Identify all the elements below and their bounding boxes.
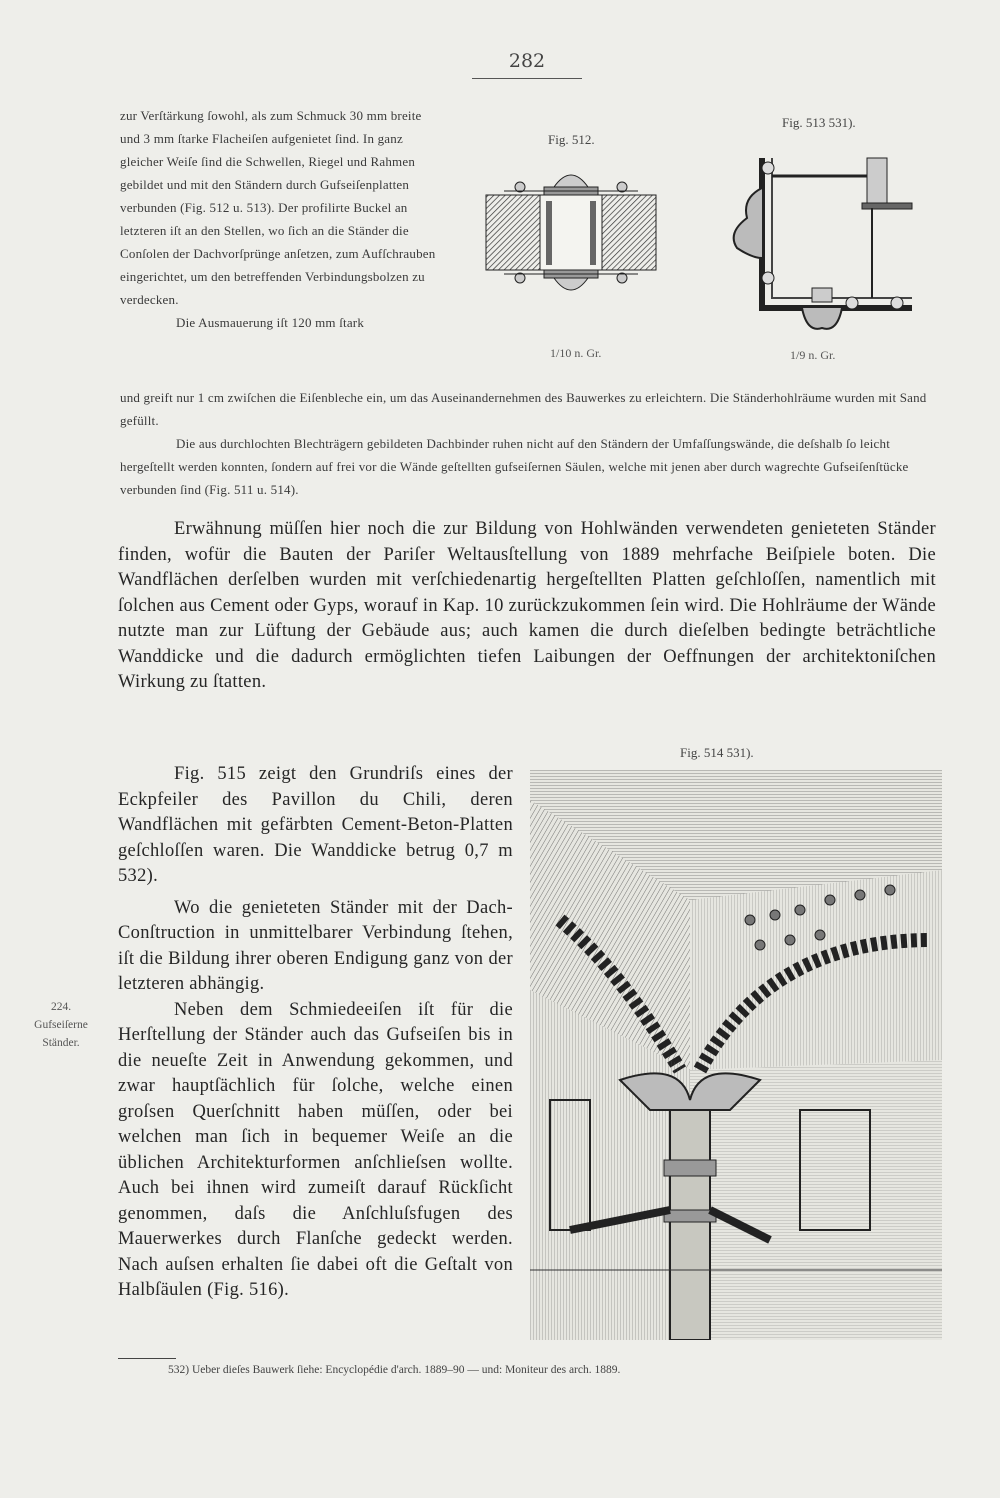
- large-paragraph-4: Neben dem Schmiedeeiſen iſt für die Herſtellung der Ständer auch das Gufseiſen bis in die neueſte Zeit in Anwendung gekommen, und zwar hauptſächlich für ſolche, welche einen groſsen Querſchnitt haben müſſen, oder bei welchen man ſich in bequemer Weiſe an die üblichen Architekturformen anſchlieſsen wollte. Auch bei ihnen wird zumeiſt darauf Rückſicht genommen, daſs die Anſchluſsfugen des Mauerwerkes durch Flanſche gedeckt werden. Nach auſsen erhalten ſie dabei oft die Geſtalt von Halbſäulen (Fig. 516).: [118, 999, 513, 1300]
- margin-note-number: 224.: [50, 1001, 72, 1013]
- large-paragraph-2: Fig. 515 zeigt den Grundriſs eines der Eckpfeiler des Pavillon du Chili, deren Wandflächen mit gefärbten Cement-Beton-Platten geſchloſſen waren. Die Wanddicke betrug 0,7 m 532).: [118, 764, 513, 886]
- fig514-etching: [530, 770, 942, 1340]
- large-paragraph-1: Erwähnung müſſen hier noch die zur Bildung von Hohlwänden verwendeten genieteten Ständer finden, wofür die Bauten der Pariſer Weltausſtellung von 1889 mehrfache Beiſpiele boten. Die Wandflächen derſelben wurden mit verſchiedenartig hergeſtellten Platten geſchloſſen, namentlich mit ſolchen aus Cement oder Gyps, worauf in Kap. 10 zurückzukommen ſein wird. Die Hohlräume der Wände nutzte man zur Lüftung der Gebäude aus; auch kamen die durch dieſelben bedingte beträchtliche Wanddicke und die dadurch ermöglichten tiefen Laibungen der Oeffnungen der architektoniſchen Wirkung zu ſtatten.: [118, 519, 936, 692]
- footnote: 532) Ueber dieſes Bauwerk ſiehe: Encyclopédie d'arch. 1889–90 — und: Moniteur des arch. 1889.: [168, 1364, 621, 1376]
- large-paragraph-3: Wo die genieteten Ständer mit der Dach-Conſtruction in unmittelbarer Verbindung ſtehen, iſt die Bildung ihrer oberen Endigung ganz von der letzteren abhängig.: [118, 897, 513, 994]
- page-number-rule: [472, 78, 582, 79]
- small-paragraph-1: zur Verſtärkung ſowohl, als zum Schmuck 30 mm breite und 3 mm ſtarke Flacheiſen aufgenietet ſind. In ganz gleicher Weiſe ſind die Schwellen, Riegel und Rahmen gebildet und mit den Ständern durch Gufseiſenplatten verbunden (Fig. 512 u. 513). Der profilirte Buckel an letzteren iſt an den Stellen, wo ſich an die Ständer die Conſolen der Dachvorſprünge anſetzen, zum Aufſchrauben eingerichtet, um den betreffenden Verbindungsbolzen zu verdecken.: [120, 108, 436, 307]
- fig512-scale: 1/10 n. Gr.: [550, 346, 602, 360]
- margin-note: [22, 998, 100, 1052]
- fig513-caption: Fig. 513 531).: [782, 115, 856, 130]
- fig513-drawing: [722, 148, 920, 338]
- fig513-scale: 1/9 n. Gr.: [790, 348, 836, 362]
- fig512-drawing: [484, 165, 658, 300]
- fig512-caption: Fig. 512.: [548, 132, 595, 147]
- small-paragraph-3: und greift nur 1 cm zwiſchen die Eiſenbleche ein, um das Auseinandernehmen des Bauwerkes zu erleichtern. Die Ständerhohlräume wurden mit Sand gefüllt.: [120, 390, 927, 428]
- small-text-top: [120, 104, 445, 334]
- page-number: 282: [508, 50, 546, 72]
- small-paragraph-2: Die Ausmauerung iſt 120 mm ſtark: [176, 315, 365, 330]
- large-text-narrow: [118, 762, 513, 1304]
- fig514-caption: Fig. 514 531).: [680, 745, 754, 760]
- small-text-full: [120, 386, 935, 501]
- margin-note-line2: Ständer.: [42, 1037, 80, 1049]
- footnote-rule: [118, 1358, 176, 1359]
- margin-note-line1: Gufseiſerne: [34, 1019, 88, 1031]
- large-text-full: [118, 517, 936, 696]
- small-paragraph-4: Die aus durchlochten Blechträgern gebildeten Dachbinder ruhen nicht auf den Ständern der Umfaſſungswände, die deſshalb ſo leicht hergeſtellt werden konnten, ſondern auf frei vor die Wände geſtellten gufseiſernen Säulen, welche mit jenen aber durch wagrechte Gufseiſenſtücke verbunden ſind (Fig. 511 u. 514).: [120, 436, 909, 497]
